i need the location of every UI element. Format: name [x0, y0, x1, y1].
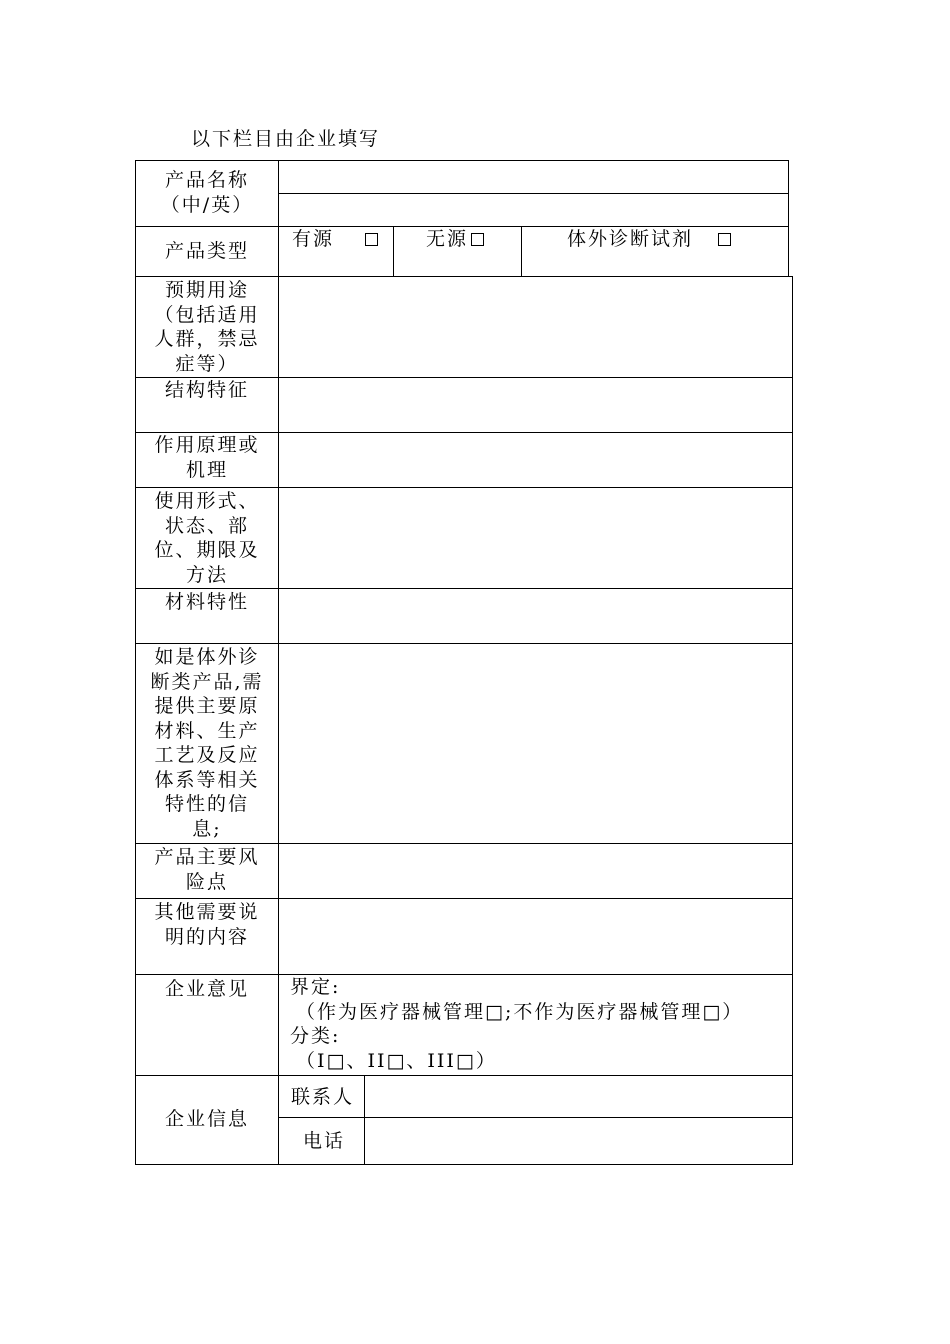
option-label: 体外诊断试剂 [567, 228, 694, 250]
risk-field[interactable] [280, 845, 791, 897]
opinion-content [290, 975, 743, 1073]
row-divider [135, 898, 793, 899]
usage-field[interactable] [280, 489, 791, 587]
label-line: （中/英） [160, 193, 254, 216]
other-label [136, 900, 278, 949]
label-line: 方法 [185, 563, 228, 586]
intended-use-label [136, 278, 278, 376]
column-divider [278, 160, 279, 1165]
classify-heading: 分类: [290, 1025, 341, 1047]
mechanism-label [136, 433, 278, 482]
define-options[interactable]: （作为医疗器械管理□;不作为医疗器械管理□） [296, 1000, 744, 1023]
row-divider [135, 588, 793, 589]
type-divider [393, 226, 394, 276]
label-line: 机理 [185, 458, 228, 481]
intended-use-field[interactable] [280, 278, 791, 376]
product-name-en-field[interactable] [280, 195, 787, 225]
label-line: （包括适用 [154, 303, 260, 326]
other-field[interactable] [280, 900, 791, 973]
label-line: 明的内容 [164, 925, 249, 948]
label-line: 材料、生产 [154, 719, 260, 742]
row-divider [135, 843, 793, 844]
type-option-ivd[interactable] [567, 227, 731, 252]
material-field[interactable] [280, 590, 791, 642]
row-divider [135, 1075, 793, 1076]
contact-label: 联系人 [291, 1086, 355, 1108]
checkbox-passive[interactable] [471, 233, 484, 246]
label-line: 产品主要风 [154, 846, 260, 868]
product-name-label [136, 168, 278, 217]
label-line: 息; [192, 817, 222, 840]
label-line: 位、期限及 [154, 539, 260, 561]
material-label: 材料特性 [164, 591, 249, 613]
label-line: 提供主要原 [154, 695, 260, 717]
label-line: 断类产品,需 [150, 670, 264, 693]
row-divider [135, 487, 793, 488]
usage-label [136, 489, 278, 587]
option-label: 有源 [292, 228, 335, 250]
mechanism-field[interactable] [280, 434, 791, 486]
label-line: 如是体外诊 [154, 646, 260, 668]
type-divider [521, 226, 522, 276]
classify-options[interactable]: （I□、II□、III□） [296, 1049, 497, 1072]
table-border-right [788, 160, 789, 276]
label-line: 人群，禁忌 [154, 328, 260, 350]
option-label: 无源 [426, 228, 469, 250]
label-line: 预期用途 [164, 279, 249, 301]
contact-field[interactable] [366, 1077, 791, 1116]
checkbox-ivd[interactable] [718, 233, 731, 246]
structure-label: 结构特征 [164, 379, 249, 401]
label-line: 作用原理或 [154, 434, 260, 456]
row-divider [279, 1117, 793, 1118]
label-line: 使用形式、 [154, 490, 260, 512]
label-line: 体系等相关 [154, 768, 260, 791]
define-heading: 界定: [290, 976, 341, 998]
form-intro: 以下栏目由企业填写 [191, 128, 381, 150]
label-line: 工艺及反应 [154, 744, 260, 766]
phone-label: 电话 [303, 1130, 346, 1152]
opinion-label: 企业意见 [164, 978, 249, 1000]
risk-label [136, 845, 278, 894]
table-border-bottom [135, 1164, 793, 1165]
label-line: 状态、部 [164, 514, 249, 537]
structure-field[interactable] [280, 379, 791, 431]
info-divider [364, 1075, 365, 1165]
label-line: 险点 [185, 870, 228, 893]
label-line: 症等） [175, 352, 239, 375]
phone-field[interactable] [366, 1119, 791, 1163]
row-divider [135, 276, 793, 277]
product-type-label: 产品类型 [164, 240, 249, 262]
ivd-info-label [136, 645, 278, 841]
type-option-passive[interactable] [426, 227, 484, 252]
label-line: 特性的信 [164, 793, 249, 815]
table-border-right [792, 276, 793, 1165]
label-line: 产品名称 [164, 169, 249, 191]
label-line: 其他需要说 [154, 901, 260, 923]
checkbox-active[interactable] [365, 233, 378, 246]
row-divider [279, 193, 789, 194]
table-border-top [135, 160, 789, 161]
company-info-label: 企业信息 [164, 1108, 249, 1130]
type-option-active[interactable] [292, 227, 378, 252]
ivd-info-field[interactable] [280, 645, 791, 842]
product-name-cn-field[interactable] [280, 162, 787, 192]
row-divider [135, 643, 793, 644]
